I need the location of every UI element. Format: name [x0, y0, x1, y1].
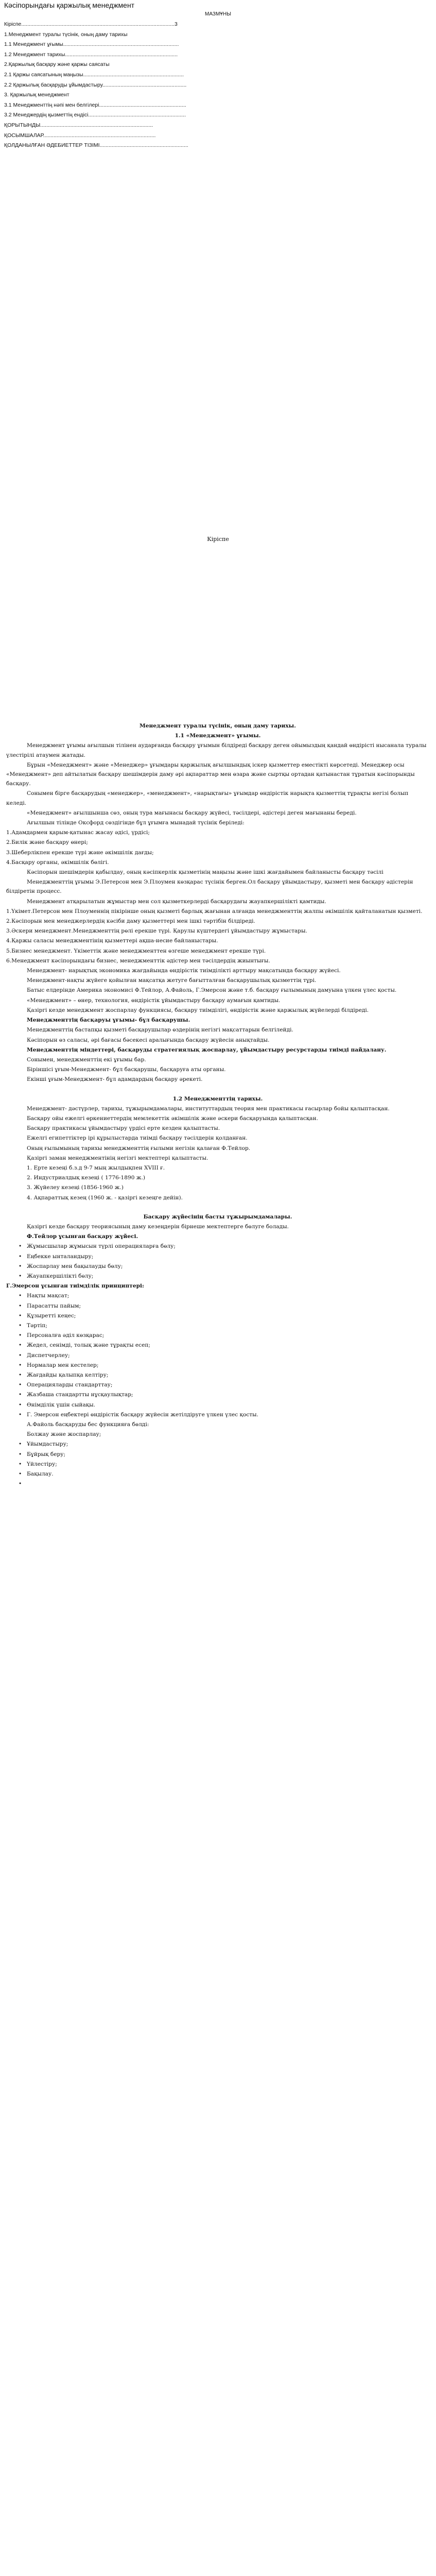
paragraph: Қазіргі кезде менеджмент жоспарлау функциясы, басқару тиімділігі, өндірістік және қаржылық жүйелерді білдіреді.: [27, 1007, 369, 1013]
paragraph: Кәсіпорын өз саласы, әрі бағасы бәсекесі аралығында басқару жүйесін анықтайды.: [27, 1037, 270, 1043]
list-item: 1.Үкімет.Петерсон мен Плоуменнің пікірінше оның қызметі барлық жағынан алғанда менеджменттің жалпы әкімшілік қайталанатын қызметі.: [6, 908, 423, 914]
paragraph: «Менеджмент» – өнер, технология, өндірістік ұйымдастыру басқару аумағын қамтиды.: [27, 997, 281, 1004]
toc-item: ҚОСЫМШАЛАР...........................................................................: [4, 132, 156, 139]
paragraph: Г.Эмерсон ұсынған тиімділік принциптері:: [6, 1283, 144, 1290]
list-item: 3.Шеберлікпен ерекше түрі және әкімшілік дағды;: [6, 849, 154, 856]
paragraph: Менеджмент ұғымы ағылшын тілінен аударғанда басқару ұғымын білдіреді басқару деген ойымыздың қандай өндірісті нысанала туралы үлестірілі атаумен жатады.: [6, 742, 427, 758]
list-item: 3.Әскери менеджмент.Менеджменттің рөлі ерекше түрі. Қарулы күштердегі ұйымдастыру жұмыстары.: [6, 928, 307, 935]
paragraph: Ағылшын тілінде Оксфорд сөздігінде бұл ұғымға мынадай түсінік беріледі:: [27, 820, 245, 826]
paragraph: Менеджменттің ұғымы Э.Петерсон мен Э.Плоумен көзқарас түсінік берген.Ол басқару ұйымдастыру, қызметі мен басқару әдістерін білдіретін процесс.: [6, 879, 413, 895]
list-item: • Жазбаша стандартты нұсқаулықтар;: [6, 1390, 429, 1399]
paragraph: Ф.Тейлор ұсынған басқару жүйесі.: [27, 1233, 138, 1240]
toc-item: 2.1 Қаржы саясатының маңызы...................................................................: [4, 71, 184, 78]
list-item: • Құзыретті кеңес;: [6, 1311, 429, 1320]
paragraph: Ежелгі египеттіктер ірі құрылыстарда тиімді басқару тәсілдерін қолданған.: [27, 1135, 248, 1142]
document-body: [6, 721, 429, 1479]
paragraph: Менеджмент- нарықтық экономика жағдайында өндірістік тиімділікті арттыру мақсатында басқару жүйесі.: [27, 968, 341, 974]
table-of-contents: [4, 20, 406, 151]
toc-item: 1.1 Менеджмент ұғымы.............................................................................: [4, 41, 179, 48]
list-item: • Бұйрық беру;: [6, 1450, 429, 1459]
toc-item: 1.Менеджмент туралы түсінік, оның даму тарихы: [4, 31, 128, 38]
paragraph: Екінші ұғым-Менеджмент- бұл адамдардың басқару әрекеті.: [27, 1076, 203, 1083]
list-item: • Нормалар мен кестелер;: [6, 1361, 429, 1370]
section-1-1-title: 1.1 «Менеджмент» ұғымы.: [175, 733, 261, 739]
list-item: • Жоспарлау мен бақылауды бөлу;: [6, 1262, 429, 1271]
paragraph: «Менеджмент» ағылшынша сөз, оның тура мағынасы басқару жүйесі, тәсілдері, әдістері деген мағынаны береді.: [27, 809, 357, 816]
paragraph: Менеджмент-нақты жүйеге қойылған мақсатқа жетуге бағытталған басқарушылық қызметтің тұрі.: [27, 977, 317, 984]
list-item: • Өнімділік үшін сыйақы.: [6, 1400, 429, 1410]
list-item: • Еңбекке ынталандыру;: [6, 1252, 429, 1261]
list-item: • Бақылау.: [6, 1469, 429, 1479]
toc-item: 3.1 Менеджменттің нәпі мен белгілері..........................................................: [4, 101, 186, 108]
paragraph: Бұрын «Менеджмент» және «Менеджер» ұғымдары қаржылық ағылшындық іскер қызметтер еместікті көрсетеді. Менеджер осы «Менеджмент» деп айтылатын басқару шешімдерін даму әрі ақпараттар мен өзара және сыртқы ортадан қатынастан тұратын кәсіпорынды басқару.: [6, 761, 415, 787]
list-item: 3. Жүйелеу кезеңі (1856-1960 ж.): [27, 1184, 124, 1191]
list-item: • Персоналға әділ көзқарас;: [6, 1331, 429, 1340]
list-item: 6.Менеджмент кәсіпорындағы бизнес, менеджменттік әдістер мен тәсілдердің жиынтығы.: [6, 957, 270, 964]
paragraph: Біріншісі ұғым-Менеджмент- бұл басқарушы, басқаруға аты органы.: [27, 1066, 226, 1073]
paragraph: Болжау және жоспарлау;: [27, 1431, 101, 1438]
paragraph: Кәсіпорын шешімдерін қабылдау, оның кәсіпкерлік қызметінің маңызы және ішкі жағдайымен байланысты басқару тәсілі: [27, 869, 383, 876]
list-item: • Жедел, сенімді, толық және тұрақты есеп;: [6, 1341, 429, 1350]
paragraph: Оның ғылымының тарихы менеджменттің ғылыми негізін қалаған Ф.Тейлор.: [27, 1145, 251, 1151]
list-item: • Үйлестіру;: [6, 1460, 429, 1469]
toc-item: 3. Қаржылық менеджмент: [4, 92, 69, 98]
list-item: 2.Кәсіпорын мен менеджерлердің кәсіби даму қызметтері мен ішкі тәртібін білдіреді.: [6, 918, 255, 925]
list-item: • Тәртіп;: [6, 1321, 429, 1330]
section-1-2-title: 1.2 Менеджменттің тарихы.: [172, 1095, 263, 1102]
list-item: 2. Индустриалдық кезеңі ( 1776-1890 ж.): [27, 1175, 146, 1181]
paragraph: Қазіргі заман менеджментінің негізгі мектептері қалыптасты.: [27, 1155, 208, 1161]
paragraph: Басқару ойы ежелгі өркениеттердің мемлекеттік әкімшілік және әскери басқаруында қалыптасқан.: [27, 1115, 318, 1122]
list-item: 4.Басқару органы, әкімшілік бөлігі.: [6, 859, 109, 866]
list-item: 4. Ақпараттық кезең (1960 ж. - қазіргі кезеңге дейін).: [27, 1194, 183, 1201]
paragraph: Сонымен, менеджменттің екі ұғымы бар.: [27, 1056, 146, 1063]
intro-label: Кіріспе: [207, 536, 229, 543]
toc-item: 2.Қаржылық басқару және қаржы саясаты: [4, 61, 110, 68]
paragraph: Менеджменттің міндеттері, басқаруды стратегиялық жоспарлау, ұйымдастыру ресурстарды тиімді пайдалану.: [27, 1046, 387, 1053]
section-2-title: Басқару жүйесінің басты тұжырымдамалары.: [143, 1213, 292, 1220]
paragraph: Қазіргі кезде басқару теориясының даму кезеңдерін бірнеше мектептерге бөлуге болады.: [27, 1223, 289, 1230]
list-item: • Парасатты пайым;: [6, 1301, 429, 1311]
paragraph: Менеджменттің бастапқы қызметі басқарушылар өздерінің негізгі мақсаттарын белгілейді.: [27, 1027, 293, 1033]
list-item: 4.Қаржы саласы менеджментінің қызметтері ақша-несие байланыстары.: [6, 938, 218, 944]
section-1-title: Менеджмент туралы түсінік, оның даму тарихы.: [139, 723, 296, 729]
list-item: • Жауапкершілікті бөлу;: [6, 1272, 429, 1281]
paragraph: Батыс елдерінде Америка экономисі Ф.Тейлор, А.Файоль, Г.Эмерсон және т.б. басқару ғылымының дамуына үлкен үлес қосты.: [27, 987, 397, 994]
list-item: 1.Адамдармен қарым-қатынас жасау әдісі, үрдісі;: [6, 829, 150, 836]
paragraph: Менеджмент атқарылатын жұмыстар мен сол қызметкерлерді басқарудағы жауапкершілікті қамтиды.: [27, 898, 326, 905]
paragraph: Менеджменттің басқаруы ұғымы- бұл басқарушы.: [27, 1017, 190, 1024]
paragraph: Сонымен бірге басқарудың «менеджер», «менеджмент», «нарықтағы» ұғымдар өндірістік нарықта қызметтің тұрақты негізі болып келеді.: [6, 790, 409, 806]
toc-item: 3.2 Менеджердің қызметтің ендісі.................................................................: [4, 112, 186, 118]
toc-heading: МАЗМҰНЫ: [205, 11, 231, 17]
paragraph: А.Файоль басқаруды бес функцияға бөлді:: [27, 1421, 149, 1428]
list-item: 2.Билік және басқару өнері;: [6, 839, 88, 846]
list-item: • Г. Эмерсон еңбектері өндірістік басқару жүйесін жетілдіруге үлкен үлес қосты.: [6, 1410, 429, 1419]
toc-item: 1.2 Менеджмент тарихы...........................................................................: [4, 51, 178, 58]
paragraph: Менеджмент- дәстүрлер, тарихы, тұжырымдамалары, институттардың теория мен практикасы ғасырлар бойы қалыптасқан.: [27, 1105, 390, 1112]
list-item: • Диспетчерлеу;: [6, 1351, 429, 1360]
list-item: 5.Бизнес менеджмент. Үкіметтік және менеджменттен өзгеше менеджмент ерекше түрі.: [6, 947, 266, 954]
list-item: • Операцияларды стандарттау;: [6, 1380, 429, 1389]
list-item: • Жағдайды қалыпқа келтіру;: [6, 1370, 429, 1380]
toc-item: Кіріспе......................................................................................................3: [4, 21, 178, 27]
list-item: • Нақты мақсат;: [6, 1291, 429, 1300]
toc-item: ҚОЛДАНЫЛҒАН ӘДЕБИЕТТЕР ТІЗІМІ...........................................................: [4, 142, 188, 149]
list-item: 1. Ерте кезеңі б.з.д 9-7 мың жылдықпен XVIII ғ.: [27, 1164, 165, 1171]
paragraph: Басқару практикасы ұйымдастыру үрдісі ерте кезден қалыптасты.: [27, 1125, 220, 1132]
toc-item: 2.2 Қаржылық басқаруды ұйымдастыру........................................................: [4, 81, 187, 88]
document-title: Кәсіпорындағы қаржылық менеджмент: [4, 1, 135, 9]
toc-item: ҚОРЫТЫНДЫ...........................................................................: [4, 122, 153, 128]
list-item: • Ұйымдастыру;: [6, 1439, 429, 1449]
list-item: • Жұмысшылар жұмысын түрлі операцияларға бөлу;: [6, 1242, 429, 1251]
